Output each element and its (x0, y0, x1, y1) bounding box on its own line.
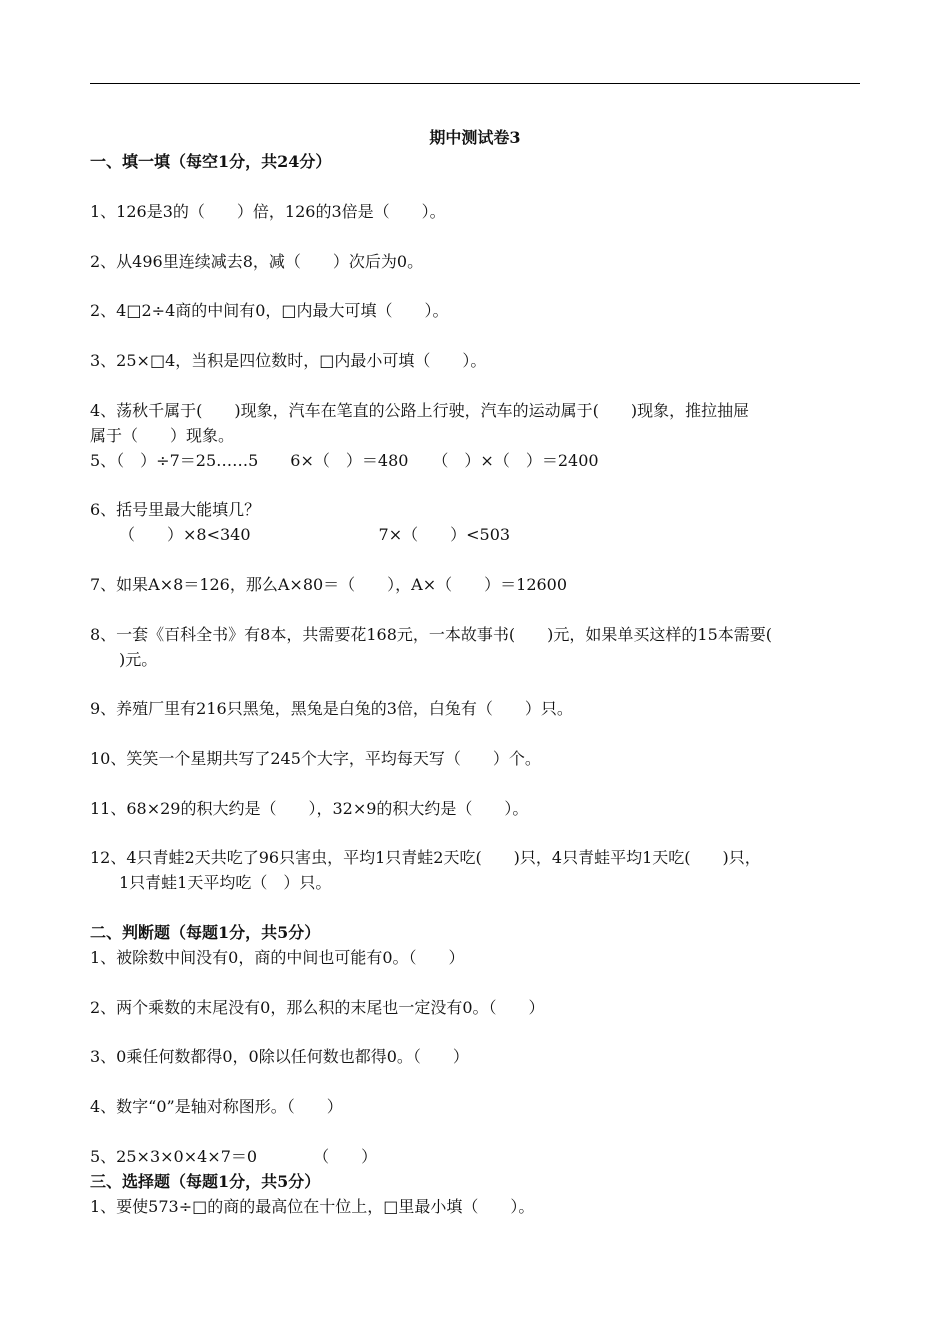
s1-question-4: 3、25×□4，当积是四位数时，□内最小可填（ ）。 (90, 351, 487, 370)
s1-question-7-line2: （ ）×8<340 7×（ ）<503 (119, 525, 511, 544)
s1-question-9-line2: )元。 (119, 650, 158, 669)
s1-question-10: 9、养殖厂里有216只黑兔，黑兔是白兔的3倍，白兔有（ ）只。 (90, 699, 573, 718)
s2-question-3: 3、0乘任何数都得0，0除以任何数也都得0。（ ） (90, 1047, 469, 1066)
s2-question-2: 2、两个乘数的末尾没有0，那么积的末尾也一定没有0。（ ） (90, 998, 545, 1017)
s1-question-1: 1、126是3的（ ）倍，126的3倍是（ ）。 (90, 202, 446, 221)
s1-question-13-line1: 12、4只青蛙2天共吃了96只害虫，平均1只青蛙2天吃( )只，4只青蛙平均1天吃( )只， (90, 848, 761, 867)
section2-heading: 二、判断题（每题1分，共5分） (90, 923, 321, 942)
s1-question-7-line1: 6、括号里最大能填几？ (90, 500, 261, 519)
s2-question-1: 1、被除数中间没有0，商的中间也可能有0。（ ） (90, 948, 465, 967)
header-rule (90, 83, 860, 84)
s1-question-5-line1: 4、荡秋千属于( )现象，汽车在笔直的公路上行驶，汽车的运动属于( )现象，推拉抽屉 (90, 401, 750, 420)
page-title: 期中测试卷3 (429, 128, 521, 147)
s1-question-6: 5、（ ）÷7＝25……5 6×（ ）＝480 （ ）×（ ）＝2400 (90, 451, 599, 470)
s2-question-5: 5、25×3×0×4×7＝0 （ ） (90, 1147, 378, 1166)
s1-question-12: 11、68×29的积大约是（ ），32×9的积大约是（ ）。 (90, 799, 529, 818)
s1-question-8: 7、如果A×8＝126，那么A×80＝（ ），A×（ ）＝12600 (90, 575, 568, 594)
section1-heading: 一、填一填（每空1分，共24分） (90, 152, 332, 171)
s1-question-5-line2: 属于（ ）现象。 (90, 426, 235, 445)
s3-question-1: 1、要使573÷□的商的最高位在十位上，□里最小填（ ）。 (90, 1197, 535, 1216)
section3-heading: 三、选择题（每题1分，共5分） (90, 1172, 321, 1191)
s1-question-11: 10、笑笑一个星期共写了245个大字，平均每天写（ ）个。 (90, 749, 541, 768)
s1-question-13-line2: 1只青蛙1天平均吃（ ）只。 (119, 873, 332, 892)
s2-question-4: 4、数字“0”是轴对称图形。（ ） (90, 1097, 343, 1116)
s1-question-2: 2、从496里连续减去8，减（ ）次后为0。 (90, 252, 424, 271)
s1-question-9-line1: 8、一套《百科全书》有8本，共需要花168元，一本故事书( )元，如果单买这样的15本需要( (90, 625, 772, 644)
s1-question-3: 2、4□2÷4商的中间有0，□内最大可填（ ）。 (90, 301, 449, 320)
